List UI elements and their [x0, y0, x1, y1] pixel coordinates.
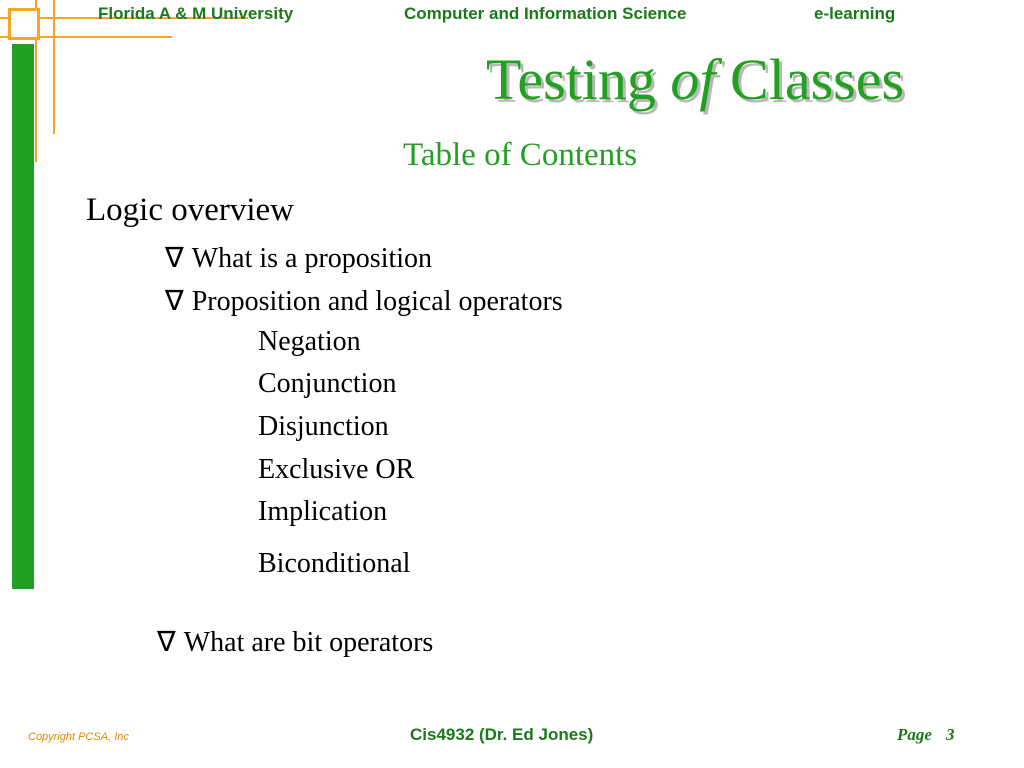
- list-item-label: What are bit operators: [183, 627, 434, 658]
- operator-item: Implication: [258, 496, 388, 527]
- operator-item: Negation: [258, 326, 361, 357]
- page-label: Page: [897, 725, 932, 744]
- header-university: Florida A & M University: [98, 4, 294, 23]
- list-item: [157, 625, 433, 659]
- section-heading: Logic overview: [86, 192, 295, 228]
- footer-copyright: Copyright PCSA, Inc: [28, 731, 129, 743]
- operator-item: Exclusive OR: [258, 454, 415, 485]
- nabla-bullet-icon: ∇: [165, 243, 184, 274]
- slide-title: [486, 46, 904, 113]
- title-word-italic: of: [670, 47, 716, 112]
- operator-item: Disjunction: [258, 411, 389, 442]
- list-item-label: What is a proposition: [191, 243, 433, 274]
- footer-page: [897, 725, 954, 745]
- operator-item: Biconditional: [258, 548, 411, 579]
- decorative-green-bar: [12, 44, 34, 589]
- list-item-label: Proposition and logical operators: [191, 286, 563, 317]
- footer-course: Cis4932 (Dr. Ed Jones): [410, 725, 594, 744]
- nabla-bullet-icon: ∇: [157, 627, 176, 658]
- header-department: Computer and Information Science: [404, 4, 687, 23]
- page-number: 3: [945, 725, 955, 744]
- list-item: [165, 241, 432, 275]
- slide-subtitle: Table of Contents: [403, 137, 638, 173]
- header-program: e-learning: [814, 4, 896, 23]
- list-item: [165, 284, 563, 318]
- nabla-bullet-icon: ∇: [165, 286, 184, 317]
- decorative-orange-line: [53, 0, 55, 134]
- decorative-square: [8, 8, 40, 40]
- title-word: Testing: [486, 47, 656, 112]
- title-word: Classes: [730, 47, 905, 112]
- operator-item: Conjunction: [258, 368, 397, 399]
